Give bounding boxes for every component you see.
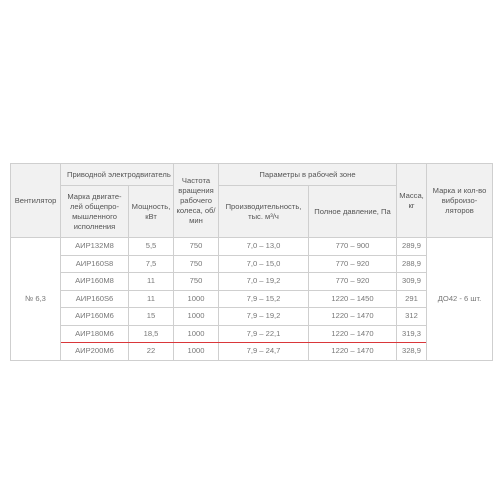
motor-cell: АИР160S8 xyxy=(61,255,129,273)
pressure-cell: 1220 – 1470 xyxy=(309,343,397,361)
header-motor-brand: Марка двигате-лей общепро-мышленного исполнения xyxy=(61,186,129,238)
motor-cell: АИР160S6 xyxy=(61,290,129,308)
speed-cell: 750 xyxy=(174,273,219,291)
speed-cell: 1000 xyxy=(174,290,219,308)
pressure-cell: 770 – 920 xyxy=(309,255,397,273)
header-pressure: Полное давление, Па xyxy=(309,186,397,238)
speed-cell: 1000 xyxy=(174,308,219,326)
header-speed: Частота вращения рабочего колеса, об/мин xyxy=(174,164,219,238)
mass-cell: 312 xyxy=(397,308,427,326)
power-cell: 15 xyxy=(129,308,174,326)
spec-table-container xyxy=(10,163,492,361)
power-cell: 7,5 xyxy=(129,255,174,273)
pressure-cell: 770 – 900 xyxy=(309,238,397,256)
motor-cell: АИР132М8 xyxy=(61,238,129,256)
header-capacity: Производительность, тыс. м³/ч xyxy=(219,186,309,238)
header-power: Мощность, кВт xyxy=(129,186,174,238)
power-cell: 18,5 xyxy=(129,325,174,343)
header-mass: Масса, кг xyxy=(397,164,427,238)
capacity-cell: 7,9 – 15,2 xyxy=(219,290,309,308)
speed-cell: 1000 xyxy=(174,325,219,343)
capacity-cell: 7,9 – 24,7 xyxy=(219,343,309,361)
pressure-cell: 1220 – 1470 xyxy=(309,308,397,326)
capacity-cell: 7,0 – 19,2 xyxy=(219,273,309,291)
pressure-cell: 1220 – 1470 xyxy=(309,325,397,343)
mass-cell: 319,3 xyxy=(397,325,427,343)
fan-spec-table xyxy=(10,163,493,361)
table-row xyxy=(11,343,493,361)
power-cell: 11 xyxy=(129,290,174,308)
header-isolators: Марка и кол-во виброизо-ляторов xyxy=(427,164,493,238)
header-params-group: Параметры в рабочей зоне xyxy=(219,164,397,186)
mass-cell: 309,9 xyxy=(397,273,427,291)
mass-cell: 328,9 xyxy=(397,343,427,361)
header-drive-group: Приводной электродвигатель xyxy=(61,164,174,186)
motor-cell: АИР160М8 xyxy=(61,273,129,291)
highlighted-table-row xyxy=(11,325,493,343)
pressure-cell: 1220 – 1450 xyxy=(309,290,397,308)
table-row xyxy=(11,238,493,256)
table-row xyxy=(11,273,493,291)
table-row xyxy=(11,290,493,308)
power-cell: 5,5 xyxy=(129,238,174,256)
capacity-cell: 7,9 – 19,2 xyxy=(219,308,309,326)
capacity-cell: 7,9 – 22,1 xyxy=(219,325,309,343)
isolators-value: ДО42 - 6 шт. xyxy=(427,238,493,361)
mass-cell: 288,9 xyxy=(397,255,427,273)
power-cell: 11 xyxy=(129,273,174,291)
pressure-cell: 770 – 920 xyxy=(309,273,397,291)
speed-cell: 750 xyxy=(174,255,219,273)
mass-cell: 289,9 xyxy=(397,238,427,256)
header-fan: Вентилятор xyxy=(11,164,61,238)
capacity-cell: 7,0 – 13,0 xyxy=(219,238,309,256)
speed-cell: 750 xyxy=(174,238,219,256)
motor-cell: АИР200М6 xyxy=(61,343,129,361)
motor-cell: АИР160М6 xyxy=(61,308,129,326)
table-row xyxy=(11,308,493,326)
table-row xyxy=(11,255,493,273)
motor-cell: АИР180М6 xyxy=(61,325,129,343)
speed-cell: 1000 xyxy=(174,343,219,361)
fan-value: № 6,3 xyxy=(11,238,61,361)
power-cell: 22 xyxy=(129,343,174,361)
mass-cell: 291 xyxy=(397,290,427,308)
capacity-cell: 7,0 – 15,0 xyxy=(219,255,309,273)
